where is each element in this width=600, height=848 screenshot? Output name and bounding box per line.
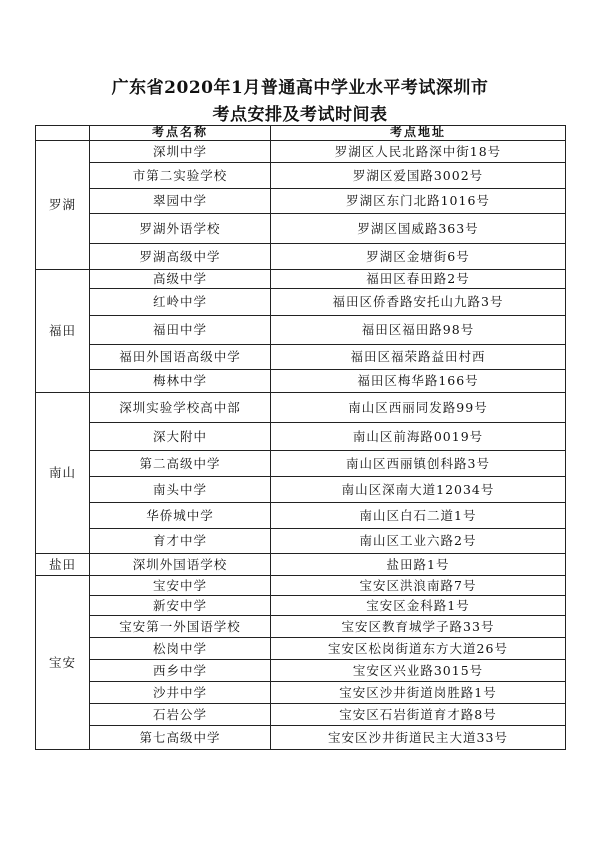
venue-name-cell: 沙井中学 (90, 682, 271, 704)
venue-address-cell: 福田区梅华路166号 (271, 370, 566, 393)
venue-address-cell: 宝安区松岗街道东方大道26号 (271, 638, 566, 660)
table-row (36, 660, 566, 682)
venue-name-cell: 深圳中学 (90, 141, 271, 163)
venue-name-cell: 新安中学 (90, 596, 271, 616)
venue-name-cell: 高级中学 (90, 270, 271, 289)
venue-name-cell: 深大附中 (90, 423, 271, 451)
exam-venue-table (35, 125, 566, 750)
venue-name-cell: 翠园中学 (90, 189, 271, 214)
table-row (36, 529, 566, 554)
table-row (36, 244, 566, 270)
table-row (36, 554, 566, 576)
venue-address-cell: 福田区春田路2号 (271, 270, 566, 289)
venue-name-cell: 罗湖外语学校 (90, 214, 271, 244)
venue-address-cell: 福田区侨香路安托山九路3号 (271, 289, 566, 316)
venue-address-cell: 南山区工业六路2号 (271, 529, 566, 554)
venue-address-cell: 罗湖区爱国路3002号 (271, 163, 566, 189)
table-row (36, 682, 566, 704)
venue-address-cell: 宝安区教育城学子路33号 (271, 616, 566, 638)
table-row (36, 289, 566, 316)
table-row (36, 576, 566, 596)
venue-address-cell: 南山区前海路0019号 (271, 423, 566, 451)
table-row (36, 270, 566, 289)
venue-name-cell: 红岭中学 (90, 289, 271, 316)
venue-name-cell: 南头中学 (90, 477, 271, 503)
venue-address-cell: 罗湖区东门北路1016号 (271, 189, 566, 214)
venue-name-cell: 西乡中学 (90, 660, 271, 682)
table-row (36, 423, 566, 451)
table-row (36, 141, 566, 163)
venue-address-cell: 南山区白石二道1号 (271, 503, 566, 529)
venue-address-cell: 南山区西丽同发路99号 (271, 393, 566, 423)
district-cell: 罗湖 (36, 141, 90, 270)
venue-name-cell: 石岩公学 (90, 704, 271, 726)
venue-address-cell: 宝安区沙井街道岗胜路1号 (271, 682, 566, 704)
venue-address-cell: 宝安区金科路1号 (271, 596, 566, 616)
venue-address-cell: 宝安区沙井街道民主大道33号 (271, 726, 566, 750)
table-row (36, 214, 566, 244)
venue-address-cell: 福田区福田路98号 (271, 316, 566, 345)
table-row (36, 704, 566, 726)
table-row (36, 451, 566, 477)
venue-name-cell: 宝安中学 (90, 576, 271, 596)
table-row (36, 726, 566, 750)
venue-name-cell: 福田中学 (90, 316, 271, 345)
venue-address-cell: 罗湖区国威路363号 (271, 214, 566, 244)
venue-name-cell: 第二高级中学 (90, 451, 271, 477)
table-row (36, 616, 566, 638)
venue-address-cell: 宝安区洪浪南路7号 (271, 576, 566, 596)
table-row (36, 163, 566, 189)
district-cell: 福田 (36, 270, 90, 393)
table-row (36, 596, 566, 616)
document-title-line2: 考点安排及考试时间表 (212, 105, 388, 125)
venue-name-cell: 梅林中学 (90, 370, 271, 393)
document-title-line1: 广东省2020年1月普通高中学业水平考试深圳市 (111, 78, 489, 98)
venue-name-cell: 罗湖高级中学 (90, 244, 271, 270)
table-row (36, 503, 566, 529)
table-body (36, 141, 566, 750)
table-row (36, 638, 566, 660)
district-cell: 宝安 (36, 576, 90, 750)
table-header-row (36, 126, 566, 141)
table-row (36, 477, 566, 503)
header-district (36, 126, 90, 141)
venue-address-cell: 宝安区兴业路3015号 (271, 660, 566, 682)
table-row (36, 316, 566, 345)
venue-address-cell: 福田区福荣路益田村西 (271, 345, 566, 370)
table-row (36, 393, 566, 423)
venue-name-cell: 松岗中学 (90, 638, 271, 660)
venue-address-cell: 罗湖区人民北路深中街18号 (271, 141, 566, 163)
venue-name-cell: 深圳外国语学校 (90, 554, 271, 576)
venue-name-cell: 福田外国语高级中学 (90, 345, 271, 370)
district-cell: 盐田 (36, 554, 90, 576)
venue-address-cell: 罗湖区金塘街6号 (271, 244, 566, 270)
district-cell: 南山 (36, 393, 90, 554)
venue-name-cell: 市第二实验学校 (90, 163, 271, 189)
venue-name-cell: 第七高级中学 (90, 726, 271, 750)
venue-address-cell: 宝安区石岩街道育才路8号 (271, 704, 566, 726)
table-row (36, 370, 566, 393)
header-venue-name: 考点名称 (90, 126, 271, 141)
venue-address-cell: 南山区深南大道12034号 (271, 477, 566, 503)
venue-address-cell: 盐田路1号 (271, 554, 566, 576)
header-venue-address: 考点地址 (271, 126, 566, 141)
table-row (36, 189, 566, 214)
venue-name-cell: 育才中学 (90, 529, 271, 554)
venue-address-cell: 南山区西丽镇创科路3号 (271, 451, 566, 477)
venue-name-cell: 深圳实验学校高中部 (90, 393, 271, 423)
table-row (36, 345, 566, 370)
venue-name-cell: 宝安第一外国语学校 (90, 616, 271, 638)
venue-name-cell: 华侨城中学 (90, 503, 271, 529)
